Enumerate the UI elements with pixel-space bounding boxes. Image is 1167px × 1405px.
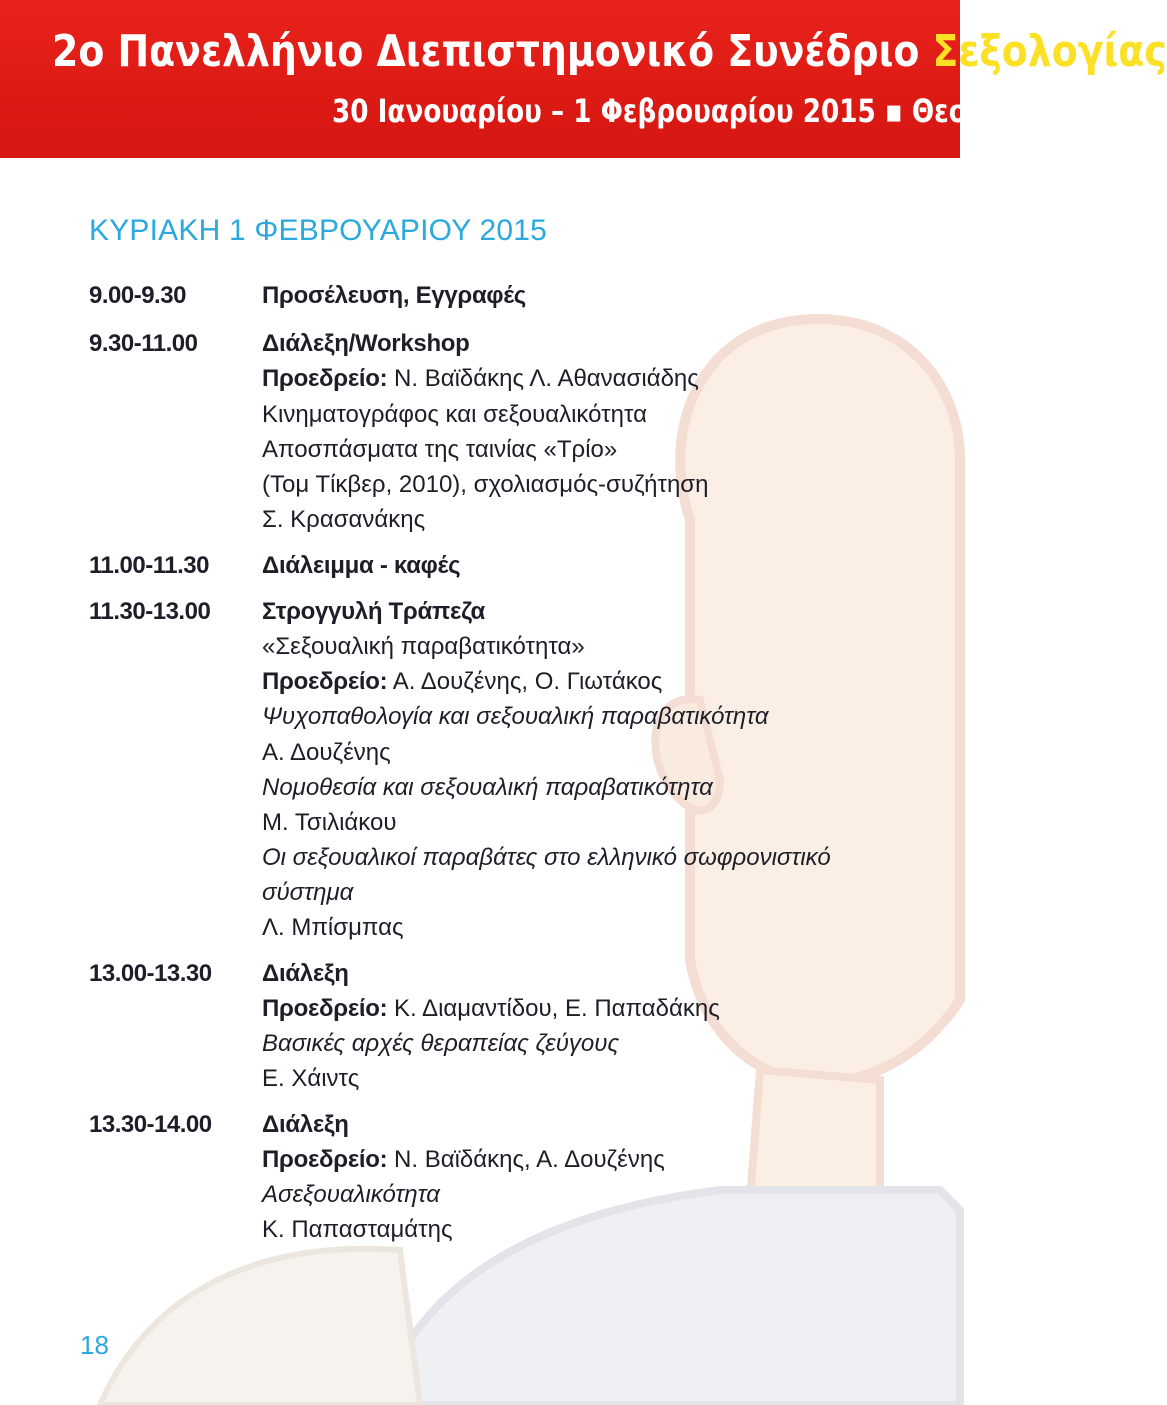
session-time: 9.30-11.00 [89,330,198,357]
talk-title: Κινηματογράφος και σεξουαλικότητα [262,401,647,428]
speaker-name: Ε. Χάιντς [262,1065,360,1092]
chairs-label: Προεδρείο: [262,668,388,695]
session-title: Διάλεξη [262,1111,349,1138]
session-title: Διάλειμμα - καφές [262,552,461,579]
conference-banner [0,0,1167,158]
chairs-names: Ν. Βαϊδάκης Λ. Αθανασιάδης [387,365,699,392]
talk-title: Οι σεξουαλικοί παραβάτες στο ελληνικό σωφρονιστικό [262,844,831,871]
session-chairs [262,995,720,1023]
talk-title: Ψυχοπαθολογία και σεξουαλική παραβατικότητα [262,703,769,730]
chairs-label: Προεδρείο: [262,995,388,1022]
session-subtitle: «Σεξουαλική παραβατικότητα» [262,633,585,660]
session-time: 9.00-9.30 [89,282,186,309]
talk-title-continued: σύστημα [262,879,354,906]
conference-title-main: 2ο Πανελλήνιο Διεπιστημονικό Συνέδριο [52,26,920,77]
conference-dates-location: 30 Ιανουαρίου – 1 Φεβρουαρίου 2015 ▪ Θεσσαλονίκη [332,92,1108,130]
speaker-name: Λ. Μπίσμπας [262,914,404,941]
conference-title-accent: Σεξολογίας [932,26,1167,77]
session-time: 13.00-13.30 [89,960,212,987]
session-chairs [262,668,662,696]
speaker-name: Σ. Κρασανάκης [262,506,426,533]
session-chairs [262,1146,665,1174]
talk-description: Αποσπάσματα της ταινίας «Τρίο» [262,436,618,463]
day-heading: ΚΥΡΙΑΚΗ 1 ΦΕΒΡΟΥΑΡΙΟΥ 2015 [89,214,547,247]
session-chairs [262,365,699,393]
talk-title: Νομοθεσία και σεξουαλική παραβατικότητα [262,774,713,801]
chairs-names: Ν. Βαϊδάκης, Α. Δουζένης [387,1146,665,1173]
chairs-names: Α. Δουζένης, Ο. Γιωτάκος [387,668,663,695]
speaker-name: Α. Δουζένης [262,739,391,766]
session-title: Προσέλευση, Εγγραφές [262,282,526,309]
session-title: Στρογγυλή Τράπεζα [262,598,485,625]
talk-title: Ασεξουαλικότητα [262,1181,440,1208]
chairs-label: Προεδρείο: [262,365,388,392]
session-title: Διάλεξη/Workshop [262,330,470,357]
page-number: 18 [80,1330,109,1360]
chairs-label: Προεδρείο: [262,1146,388,1173]
speaker-name: Μ. Τσιλιάκου [262,809,397,836]
talk-title: Βασικές αρχές θεραπείας ζεύγους [262,1030,620,1057]
session-title: Διάλεξη [262,960,349,987]
chairs-names: Κ. Διαμαντίδου, Ε. Παπαδάκης [387,995,720,1022]
session-time: 11.00-11.30 [89,552,209,579]
talk-description: (Τομ Τίκβερ, 2010), σχολιασμός-συζήτηση [262,471,709,498]
session-time: 11.30-13.00 [89,598,211,625]
conference-title [52,26,1167,77]
speaker-name: Κ. Παπασταμάτης [262,1216,453,1243]
session-time: 13.30-14.00 [89,1111,212,1138]
